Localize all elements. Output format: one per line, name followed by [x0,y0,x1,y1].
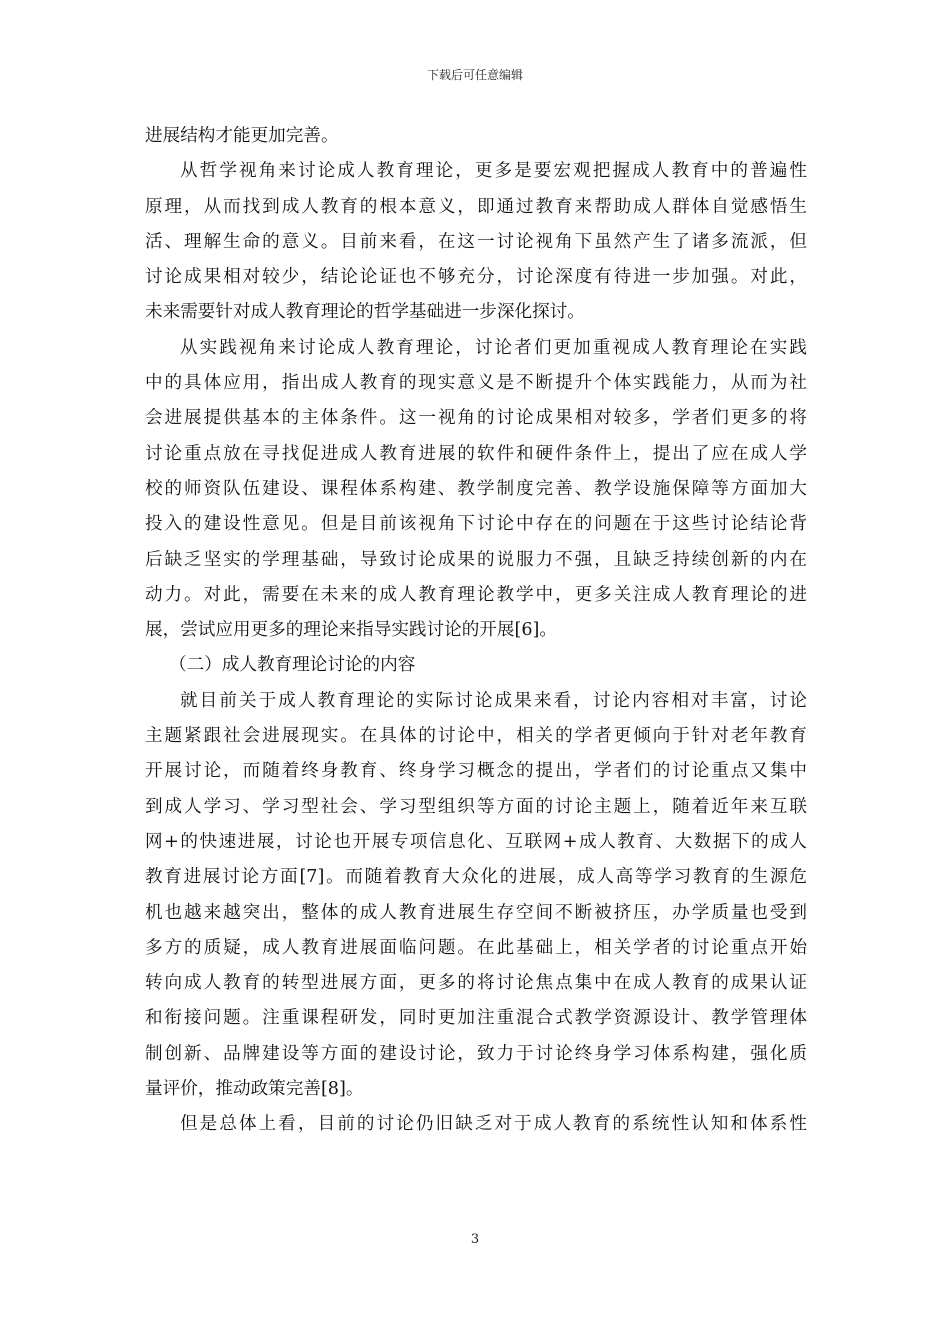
text-line: 会进展提供基本的主体条件。这一视角的讨论成果相对较多，学者们更多的将 [145,408,807,429]
paragraph [145,331,807,649]
text-line: 多方的质疑，成人教育进展面临问题。在此基础上，相关学者的讨论重点开始 [145,937,807,958]
text-line: 网+的快速进展，讨论也开展专项信息化、互联网+成人教育、大数据下的成人 [145,831,807,852]
text-line: 未来需要针对成人教育理论的哲学基础进一步深化探讨。 [145,302,585,323]
paragraph [145,154,807,330]
paragraph [145,119,807,154]
section-heading: （二）成人教育理论讨论的内容 [169,655,416,676]
text-line: 动力。对此，需要在未来的成人教育理论教学中，更多关注成人教育理论的进 [145,584,807,605]
text-line: 后缺乏坚实的学理基础，导致讨论成果的说服力不强，且缺乏持续创新的内在 [145,549,807,570]
text-line: 到成人学习、学习型社会、学习型组织等方面的讨论主题上，随着近年来互联 [145,796,807,817]
text-line: 从哲学视角来讨论成人教育理论，更多是要宏观把握成人教育中的普遍性 [180,161,807,182]
page-number: 3 [470,1232,480,1247]
text-line: 进展结构才能更加完善。 [145,126,339,146]
text-line: 中的具体应用，指出成人教育的现实意义是不断提升个体实践能力，从而为社 [145,373,807,394]
text-line: 开展讨论，而随着终身教育、终身学习概念的提出，学者们的讨论重点又集中 [145,761,807,782]
paragraph [145,1107,807,1142]
text-line: 讨论重点放在寻找促进成人教育进展的软件和硬件条件上，提出了应在成人学 [145,443,807,464]
text-line: 校的师资队伍建设、课程体系构建、教学制度完善、教学设施保障等方面加大 [145,478,807,499]
text-line: 活、理解生命的意义。目前来看，在这一讨论视角下虽然产生了诸多流派，但 [145,231,807,252]
document-body [145,119,807,1143]
text-line: 原理，从而找到成人教育的根本意义，即通过教育来帮助成人群体自觉感悟生 [145,196,807,217]
text-line: 教育进展讨论方面[7]。而随着教育大众化的进展，成人高等学习教育的生源危 [145,867,807,888]
text-line: 机也越来越突出，整体的成人教育进展生存空间不断被挤压，办学质量也受到 [145,902,807,923]
paragraph [145,684,807,1108]
page-header: 下载后可任意编辑 [426,68,523,82]
text-line: 和衔接问题。注重课程研发，同时更加注重混合式教学资源设计、教学管理体 [145,1008,807,1029]
text-line: 制创新、品牌建设等方面的建设讨论，致力于讨论终身学习体系构建，强化质 [145,1043,807,1064]
text-line: 转向成人教育的转型进展方面，更多的将讨论焦点集中在成人教育的成果认证 [145,973,807,994]
text-line: 量评价，推动政策完善[8]。 [145,1079,364,1100]
text-line: 就目前关于成人教育理论的实际讨论成果来看，讨论内容相对丰富，讨论 [180,690,807,711]
text-line: 展，尝试应用更多的理论来指导实践讨论的开展[6]。 [145,620,557,641]
text-line: 投入的建设性意见。但是目前该视角下讨论中存在的问题在于这些讨论结论背 [145,514,807,535]
text-line: 主题紧跟社会进展现实。在具体的讨论中，相关的学者更倾向于针对老年教育 [145,726,807,747]
text-line: 但是总体上看，目前的讨论仍旧缺乏对于成人教育的系统性认知和体系性 [180,1114,807,1135]
text-line: 讨论成果相对较少，结论论证也不够充分，讨论深度有待进一步加强。对此， [145,267,807,288]
text-line: 从实践视角来讨论成人教育理论，讨论者们更加重视成人教育理论在实践 [180,337,807,358]
